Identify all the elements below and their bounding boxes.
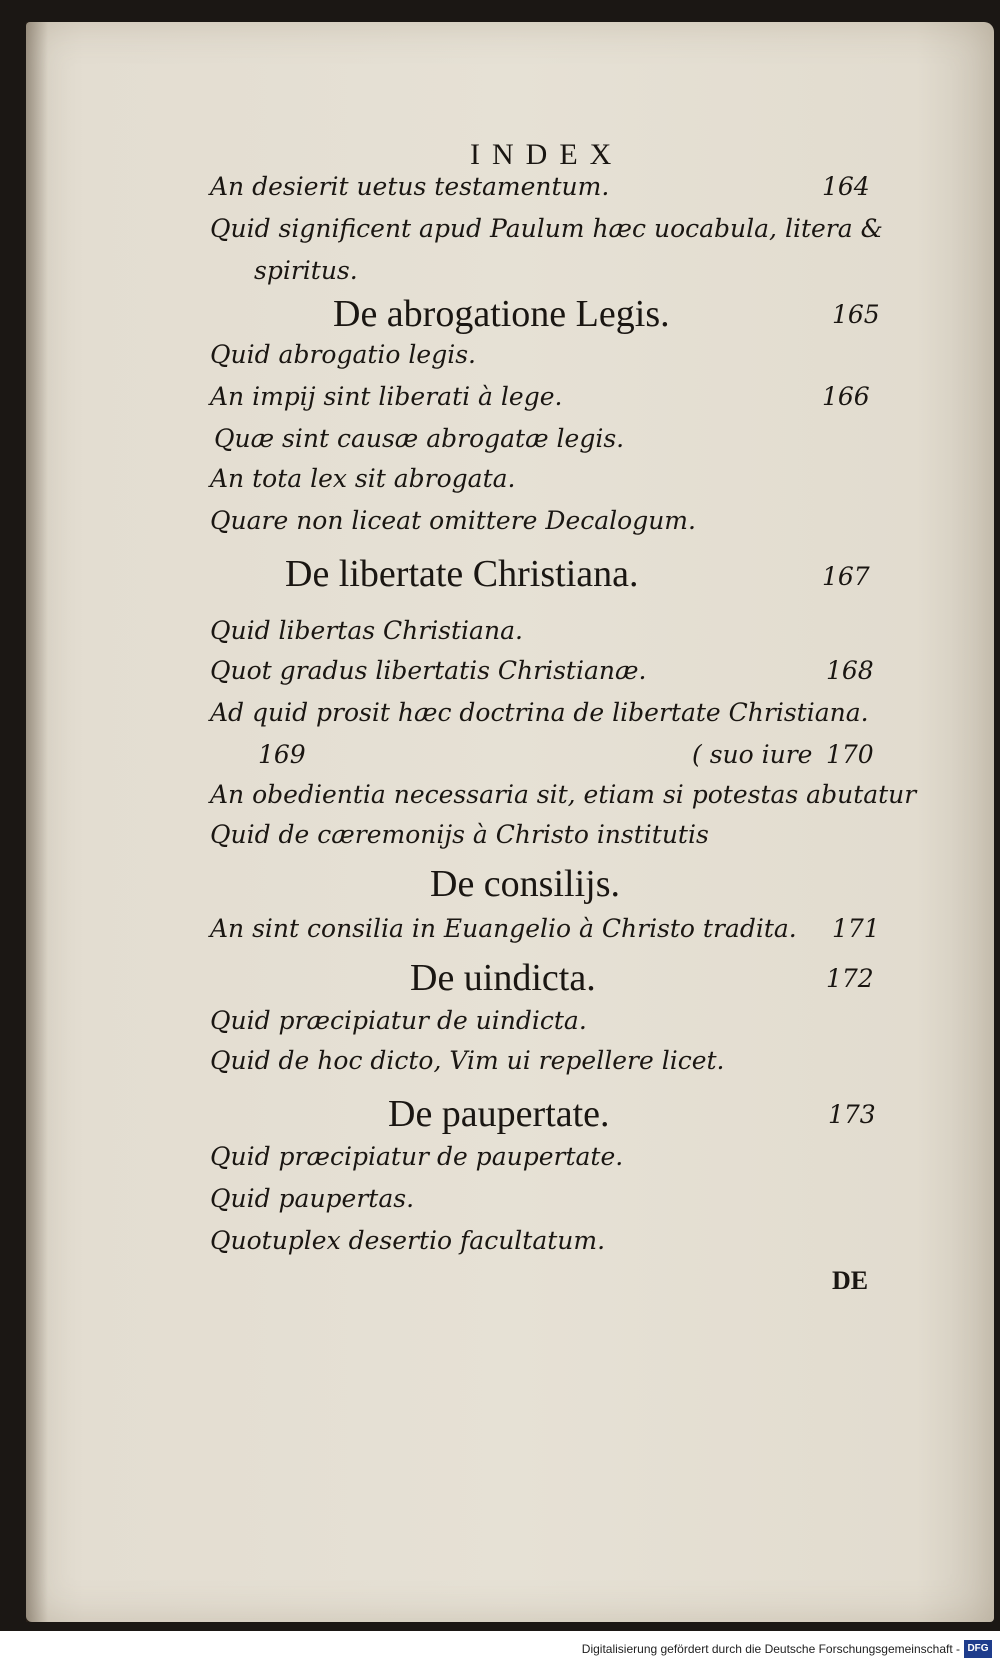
index-entry: An impij sint liberati à lege.	[210, 382, 563, 411]
index-entry: Quid de cæremonijs à Christo institutis	[210, 820, 709, 849]
page-gutter-shadow	[26, 22, 48, 1622]
section-heading: De abrogatione Legis.	[333, 293, 670, 335]
section-heading: De libertate Christiana.	[285, 553, 639, 595]
index-entry: Quot gradus libertatis Christianæ.	[210, 656, 647, 685]
digitization-footer	[0, 1631, 1000, 1671]
dfg-logo: DFG	[964, 1640, 992, 1658]
index-entry: Quid abrogatio legis.	[210, 340, 476, 369]
index-entry: An tota lex sit abrogata.	[210, 464, 516, 493]
page-number: 164	[822, 172, 870, 201]
index-entry-turnover: ( suo iure	[692, 740, 813, 769]
index-entry: Ad quid prosit hæc doctrina de libertate Christiana.	[210, 698, 869, 727]
index-entry: Quid paupertas.	[210, 1184, 415, 1213]
page-number: 169	[258, 740, 306, 769]
index-entry: Quid libertas Christiana.	[210, 616, 523, 645]
page-number: 166	[822, 382, 870, 411]
index-entry: Quid præcipiatur de paupertate.	[210, 1142, 624, 1171]
index-entry: Quotuplex desertio facultatum.	[210, 1226, 606, 1255]
index-entry: An sint consilia in Euangelio à Christo tradita.	[210, 914, 797, 943]
index-entry: Quid significent apud Paulum hæc uocabula, litera &	[210, 214, 883, 243]
catchword: DE	[832, 1266, 869, 1295]
page-number: 172	[826, 964, 874, 993]
funding-credit: Digitalisierung gefördert durch die Deutsche Forschungsgemeinschaft -	[581, 1642, 960, 1656]
index-entry: Quid de hoc dicto, Vim ui repellere licet.	[210, 1046, 725, 1075]
section-heading: De paupertate.	[388, 1093, 610, 1135]
page-number: 173	[828, 1100, 876, 1129]
index-entry: Quare non liceat omittere Decalogum.	[210, 506, 696, 535]
index-entry: An desierit uetus testamentum.	[210, 172, 610, 201]
page-number: 165	[832, 300, 880, 329]
section-heading: De uindicta.	[410, 957, 596, 999]
page-number: 167	[822, 562, 870, 591]
index-entry-continuation: spiritus.	[254, 256, 358, 285]
page-number: 170	[826, 740, 874, 769]
running-header: INDEX	[470, 138, 624, 171]
section-heading: De consilijs.	[430, 863, 620, 905]
index-entry: Quæ sint causæ abrogatæ legis.	[214, 424, 625, 453]
page-number: 168	[826, 656, 874, 685]
index-entry: Quid præcipiatur de uindicta.	[210, 1006, 587, 1035]
page-number: 171	[832, 914, 880, 943]
index-entry: An obedientia necessaria sit, etiam si potestas abutatur	[210, 780, 917, 809]
